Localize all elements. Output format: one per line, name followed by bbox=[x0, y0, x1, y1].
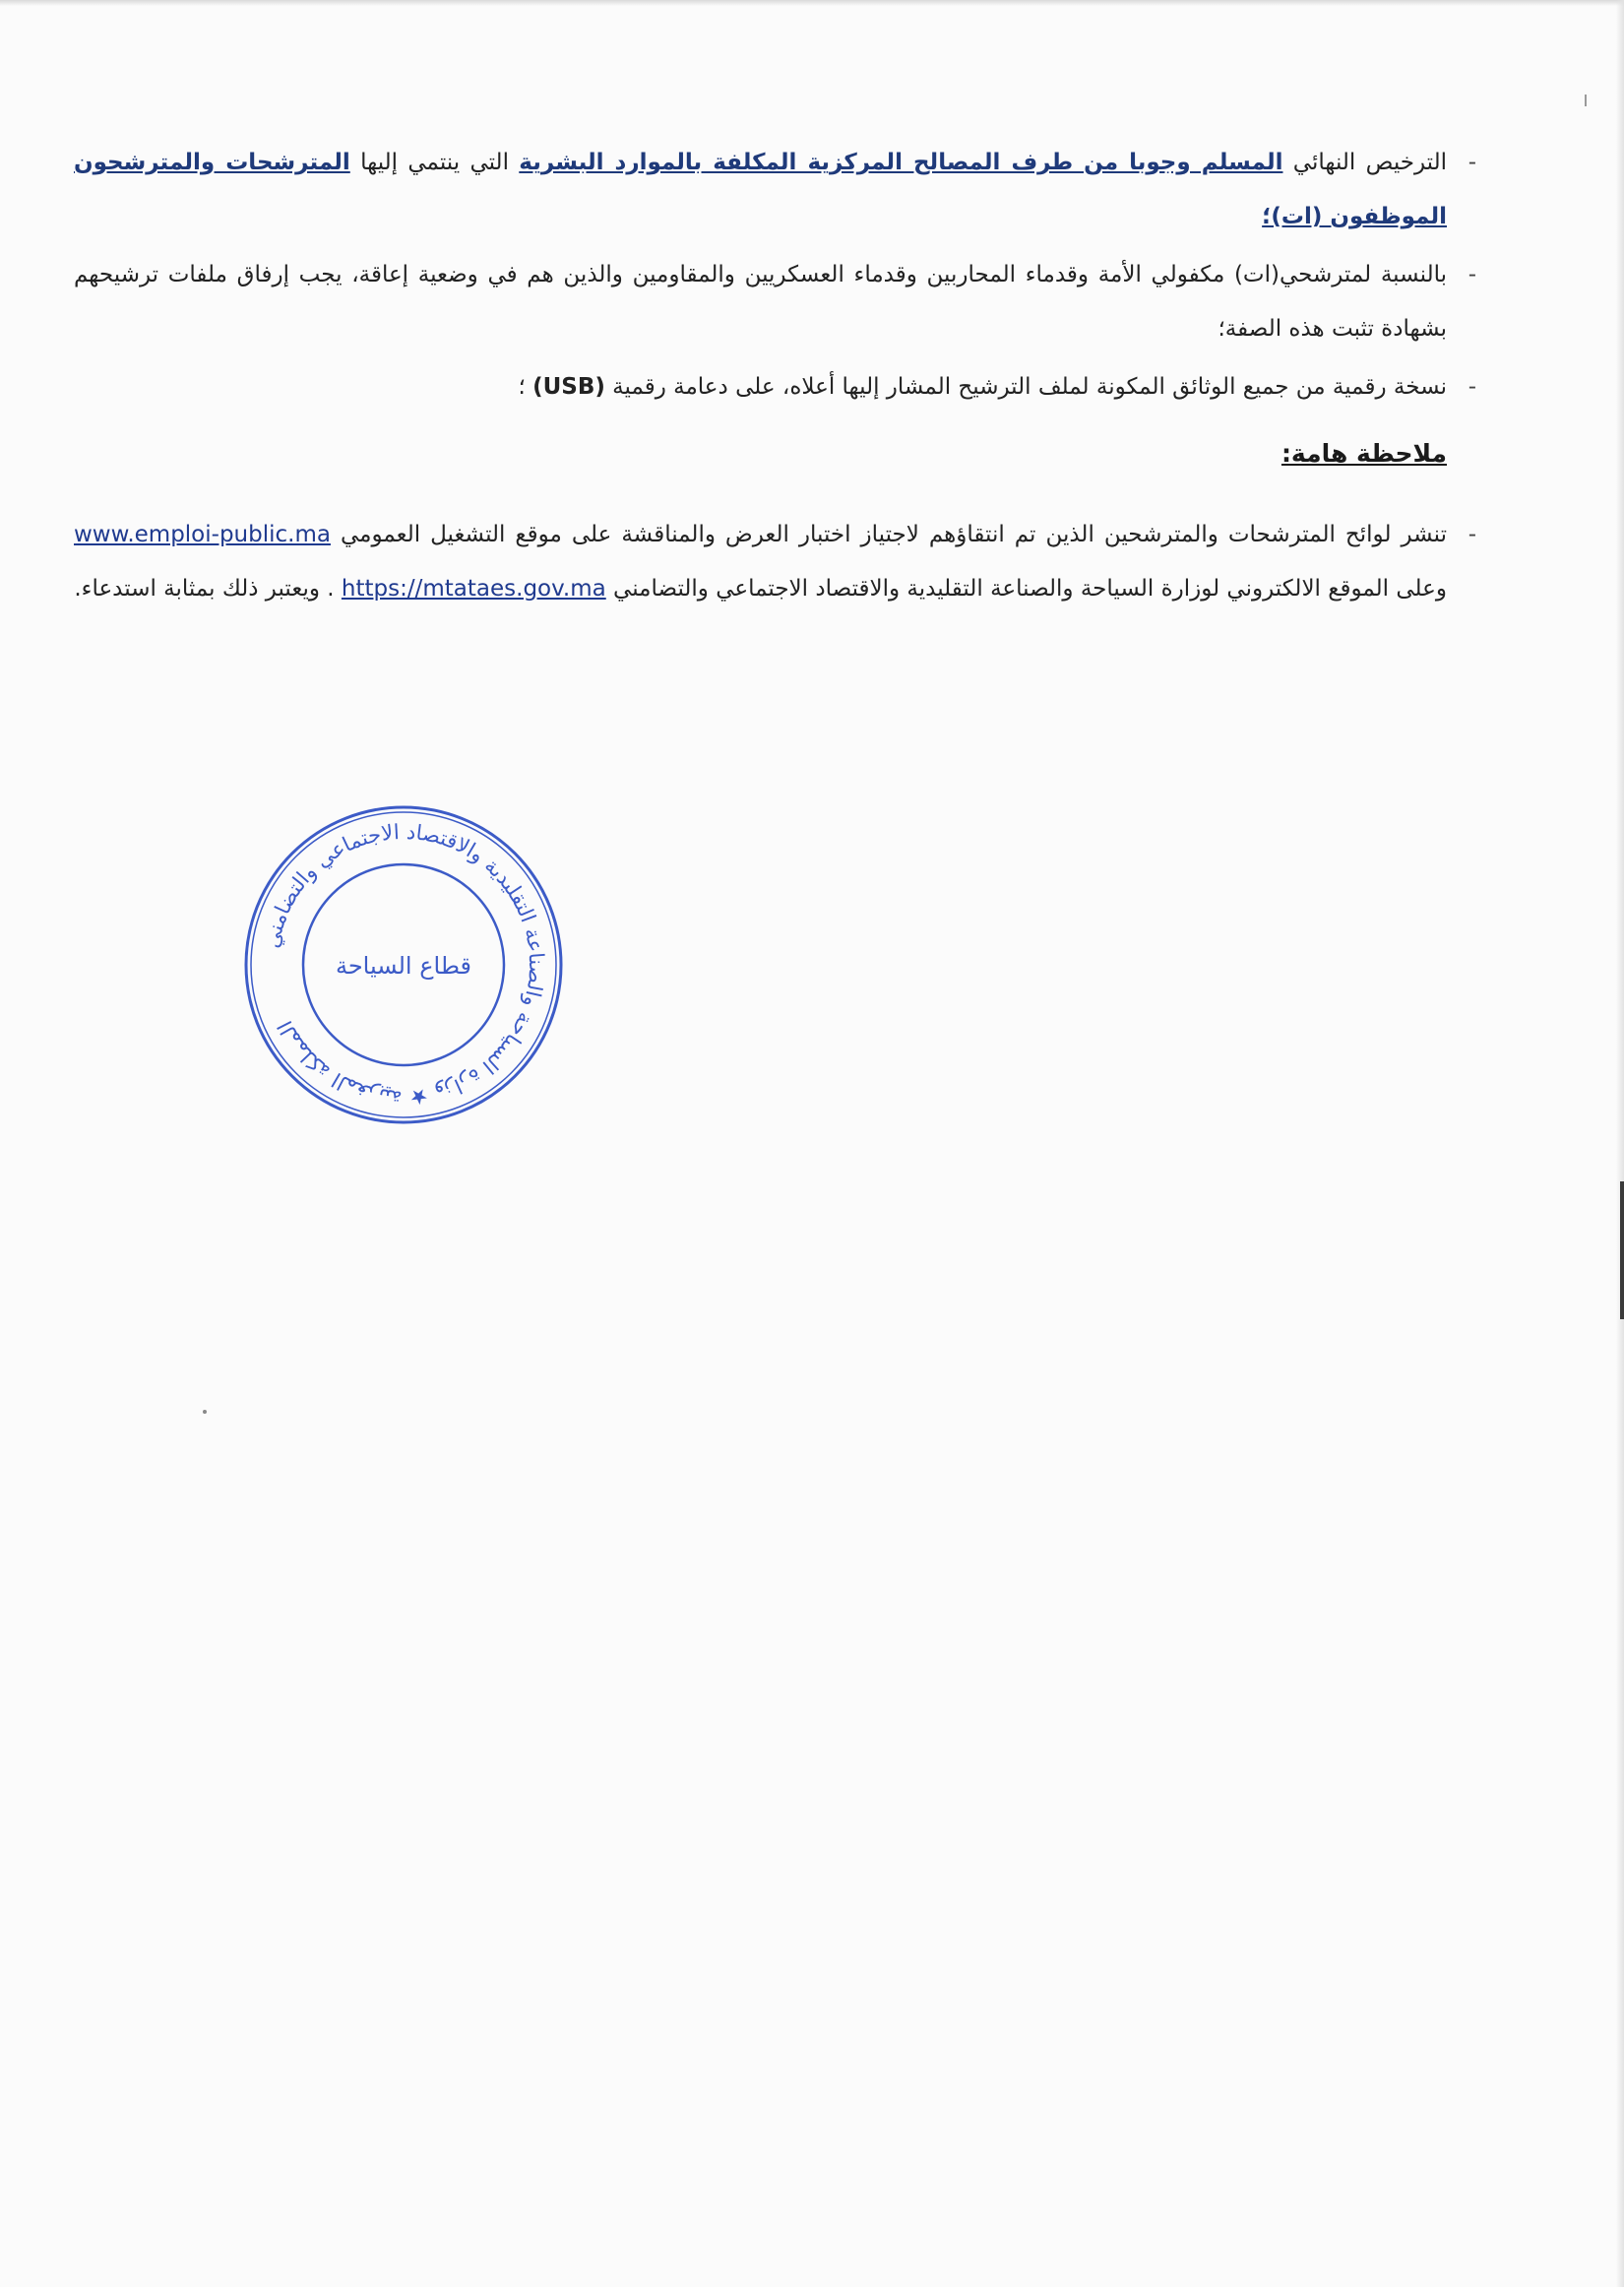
item-1-text-b: التي ينتمي إليها bbox=[349, 150, 520, 175]
stamp-outer-text: المملكة المغربية ★ وزارة السياحة والصناعة التقليدية والاقتصاد الاجتماعي والتضامني bbox=[260, 819, 549, 1111]
note-text-1: تنشر لوائح المترشحات والمترشحين الذين تم انتقاؤهم لاجتياز اختبار العرض والمناقشة على موقع التشغيل العمومي bbox=[330, 522, 1447, 547]
list-dash: - bbox=[1468, 374, 1476, 400]
list-dash: - bbox=[1468, 262, 1476, 287]
item-3-end: ؛ bbox=[518, 374, 533, 400]
scan-speck bbox=[203, 1410, 207, 1414]
note-text-2: وعلى الموقع الالكتروني لوزارة السياحة والصناعة التقليدية والاقتصاد الاجتماعي والتضامني bbox=[605, 576, 1447, 602]
document-body bbox=[74, 136, 1476, 620]
item-2-text: بالنسبة لمترشحي(ات) مكفولي الأمة وقدماء المحاربين وقدماء العسكريين والمقاومين والذين هم في وضعية إعاقة، يجب إرفاق ملفات ترشيحهم بشهادة تثبت هذه الصفة؛ bbox=[74, 262, 1447, 342]
scan-tick-mark bbox=[1585, 95, 1587, 106]
list-dash: - bbox=[1468, 150, 1476, 175]
emploi-public-link[interactable]: www.emploi-public.ma bbox=[74, 522, 331, 547]
list-dash: - bbox=[1468, 522, 1476, 547]
page-right-edge bbox=[1616, 0, 1624, 2287]
page-top-shadow bbox=[0, 0, 1624, 6]
list-item bbox=[74, 248, 1476, 356]
note-paragraph bbox=[74, 508, 1476, 616]
official-stamp bbox=[241, 802, 566, 1127]
list-item bbox=[74, 136, 1476, 244]
usb-label: (USB) bbox=[532, 374, 605, 400]
list-item bbox=[74, 360, 1476, 414]
item-1-text-a: الترخيص النهائي bbox=[1282, 150, 1447, 175]
item-1-emphasis-b: المترشحات والمترشحون الموظفون (ات)؛ bbox=[74, 150, 1447, 229]
ministry-website-link[interactable]: https://mtataes.gov.ma bbox=[341, 576, 606, 602]
scan-edge-mark bbox=[1620, 1181, 1624, 1319]
stamp-center-text: قطاع السياحة bbox=[335, 952, 472, 980]
item-3-text: نسخة رقمية من جميع الوثائق المكونة لملف الترشيح المشار إليها أعلاه، على دعامة رقمية bbox=[612, 374, 1447, 400]
note-text-3: . ويعتبر ذلك بمثابة استدعاء. bbox=[74, 576, 342, 602]
note-heading: ملاحظة هامة: bbox=[1280, 439, 1447, 468]
item-1-emphasis-a: المسلم وجوبا من طرف المصالح المركزية المكلفة بالموارد البشرية bbox=[519, 150, 1283, 175]
